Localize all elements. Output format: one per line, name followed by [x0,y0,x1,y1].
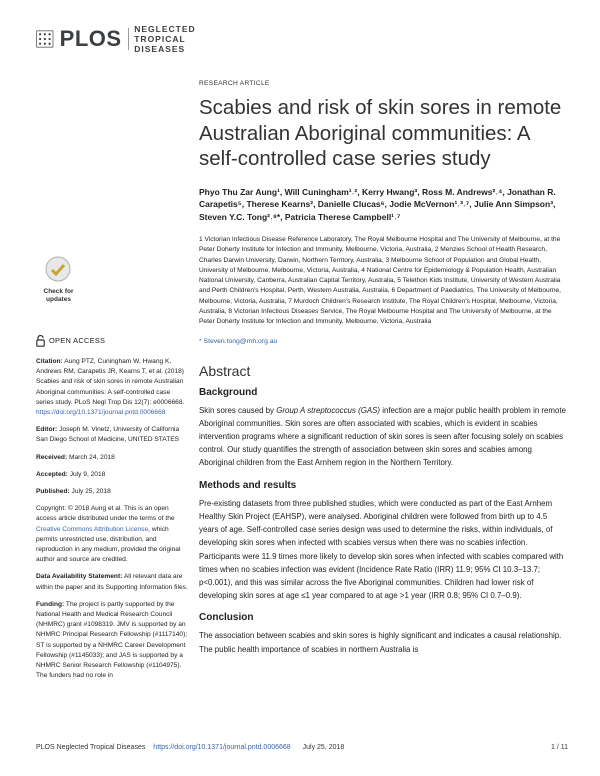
open-lock-icon [36,335,45,347]
journal-name-line2: TROPICAL DISEASES [134,34,186,54]
funding-text: The project is partly supported by the National Health and Medical Research Council (NHMRC) grant #1098319. JMV is supported by an NHMRC Principal Research Fellowship (#1117140); ST is supported by a NHMRC Career Development Fellowship (#1145033); and JAS is supported by a NHMRC Senior Research Fellowship (#1104975). The funders had no role in [36,600,188,680]
conclusion-heading: Conclusion [199,612,254,624]
author-list: Phyo Thu Zar Aung¹, Will Cuningham¹˒², Kerry Hwang³, Ross M. Andrews²˒⁴, Jonathan R. Carapetis⁵, Therese Kearns², Danielle Clucas⁶, Jodie McVernon¹˒³˒⁷, Julie Ann Simpson³, Steven Y.C. Tong²˒⁸*, Patricia Therese Campbell¹˒⁷ [199,186,556,222]
methods-text: Pre-existing datasets from three published studies, which were conducted as part of the East Arnhem Healthy Skin Project (EAHSP), were analysed. Aboriginal children were followed from birth up to 4.5 years of age. Self-controlled case series design was used to determine the risks, within individuals, of developing skin sores when infected with scabies versus when there was no scabies infection. Participants were 11.9 times more likely to develop skin sores when infected with scabies compared with times when no scabies infection was evident (Incidence Rate Ratio (IRR) 11.9; 95% CI 10.3–13.7; p<0.001), and this was similar across the five Aboriginal communities. Children had lower risk of developing skin sores at age ≤1 year compared to at age >1 year (IRR 0.8; 95% CI 0.7–0.9). [199,498,564,601]
article-info-sidebar [36,335,188,688]
journal-name-line1: NEGLECTED [134,24,196,34]
article-main [199,80,567,656]
background-text-post: infection are a major public health problem in remote Aboriginal communities. Skin sores are often associated with scabies, which is evident in scabies intervention programs where a significant reduction of skin sores is seen after focusing solely on scabies control. Our study quantifies the strength of association between skin sores and scabies among Aboriginal children from the East Arnhem region in the Northern Territory. [199,405,566,468]
footer-journal: PLOS Neglected Tropical Diseases [36,744,146,751]
license-link[interactable]: Creative Commons Attribution License [36,525,149,533]
editor-label: Editor: [36,426,58,434]
copyright-text-pre: Copyright: © 2018 Aung et al. This is an open access article distributed under the terms of the [36,505,175,523]
footer-doi-link[interactable]: https://doi.org/10.1371/journal.pntd.0006668 [153,744,291,751]
journal-name [134,24,206,54]
copyright [36,504,188,565]
abstract-heading: Abstract [199,362,251,379]
conclusion-text: The association between scabies and skin sores is highly significant and indicates a causal relationship. The public health importance of scabies in northern Australia is [199,631,562,654]
funding [36,600,188,682]
published [36,487,188,497]
editor-text: Joseph M. Vinetz, University of California San Diego School of Medicine, UNITED STATES [36,426,180,444]
copyright-text-post: , which permits unrestricted use, distribution, and reproduction in any medium, provided the original author and source are credited. [36,525,181,564]
background-emphasis: Group A streptococcus (GAS) [276,405,380,415]
data-availability-text: All relevant data are within the paper and its Supporting Information files. [36,573,188,591]
published-date: July 25, 2018 [71,488,111,496]
corresponding-email-link[interactable]: * Steven.tong@mh.org.au [199,337,278,345]
data-availability [36,572,188,592]
plos-mark-icon [36,26,54,52]
background-heading: Background [199,386,258,398]
page-footer [36,744,568,758]
received-label: Received: [36,453,68,461]
citation [36,357,188,418]
article-title: Scabies and risk of skin sores in remote Australian Aboriginal communities: A self-controlled case series study [199,96,562,170]
background-text-pre: Skin sores caused by [199,405,277,415]
received [36,453,188,463]
open-access-label: OPEN ACCESS [49,335,106,345]
check-for-updates-icon [36,255,81,283]
check-for-updates-badge[interactable] [36,255,81,303]
accepted-date: July 9, 2018 [69,470,106,478]
published-label: Published: [36,488,70,496]
citation-text: Aung PTZ, Cuningham W, Hwang K, Andrews RM, Carapetis JR, Kearns T, et al. (2018) Scabies and risk of skin sores in remote Australian Aboriginal communities: A self-controlled case series study. PLoS Negl Trop Dis 12(7): e0006668. [36,358,185,406]
accepted [36,470,188,480]
methods-heading: Methods and results [199,479,297,491]
footer-date: July 25, 2018 [302,744,345,751]
data-availability-label: Data Availability Statement: [36,573,123,581]
funding-label: Funding: [36,600,65,608]
accepted-label: Accepted: [36,470,68,478]
check-line2: updates [46,296,71,303]
logo-divider [128,28,129,50]
citation-doi-link[interactable]: https://doi.org/10.1371/journal.pntd.0006668 [36,409,166,417]
journal-logo[interactable] [36,22,206,56]
received-date: March 24, 2018 [69,453,115,461]
affiliations: 1 Victorian Infectious Disease Reference Laboratory, The Royal Melbourne Hospital and The University of Melbourne, at the Peter Doherty Institute for Infection and Immunity, Melbourne, Victoria, Australia, 2 Menzies School of Health Research, Charles Darwin University, Darwin, Northern Territory, Australia, 3 Melbourne School of Population and Global Health, University of Melbourne, Melbourne, Victoria, Australia, 4 National Centre for Epidemiology & Population Health, Australian National University, Canberra, Australian Capital Territory, Australia, 5 Telethon Kids Institute, University of Western Australia and Perth Children's Hospital, Perth, Western Australia, Australia, 6 Department of Paediatrics, The University of Melbourne, Melbourne, Victoria, Australia, 7 Murdoch Children's Research Institute, The Royal Children's Hospital, Melbourne, Victoria, Australia, 8 Victorian Infectious Diseases Service, The Royal Melbourne Hospital and The University of Melbourne, at the Peter Doherty Institute for Infection and Immunity, Melbourne, Victoria, Australia [199,236,562,326]
article-type-label: RESEARCH ARTICLE [199,80,270,87]
background-text [199,404,567,470]
brand-name: PLOS [59,26,122,51]
page-number: 1 / 11 [551,744,568,751]
check-line1: Check for [43,288,74,295]
open-access-badge [36,335,188,347]
editor [36,425,188,445]
citation-label: Citation: [36,358,63,365]
